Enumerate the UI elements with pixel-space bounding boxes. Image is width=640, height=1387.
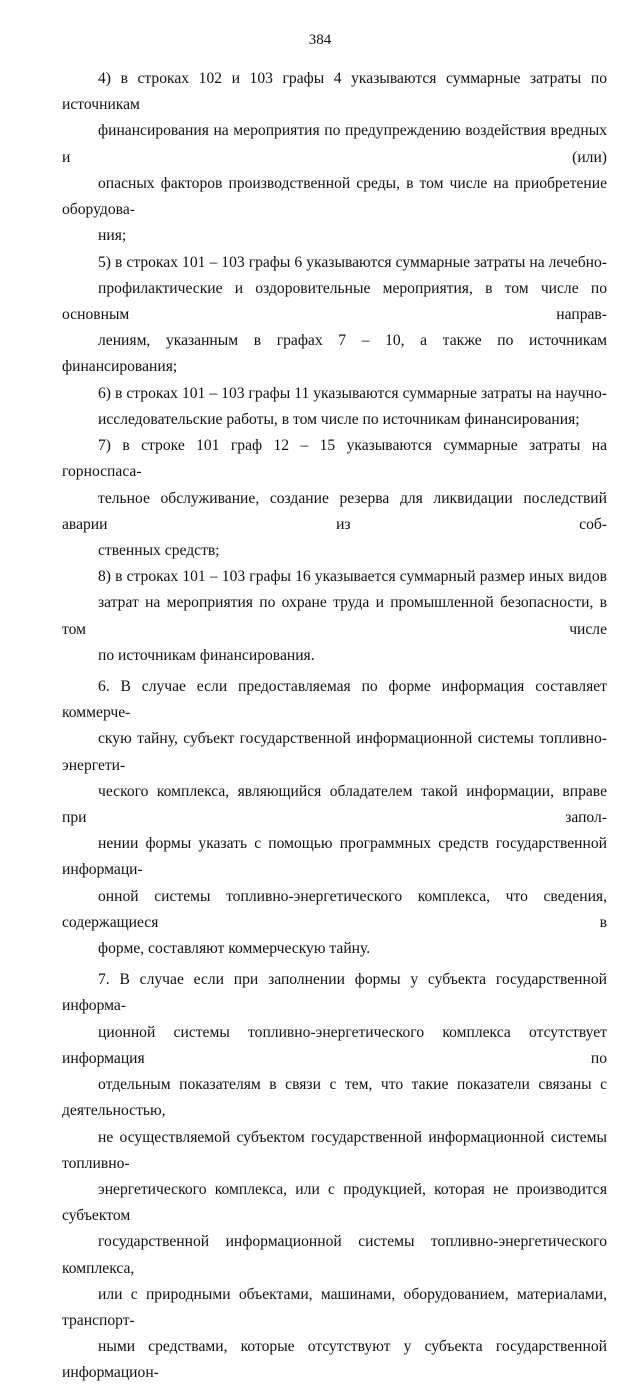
- text-line: нении формы указать с помощью программных средств государственной информаци-: [62, 835, 607, 879]
- text-line: ческого комплекса, являющийся обладателем такой информации, вправе при запол-: [62, 782, 607, 827]
- paragraph-item-7: [62, 433, 607, 564]
- text-line: затрат на мероприятия по охране труда и промышленной безопасности, в том числе: [62, 594, 607, 638]
- text-line: по источникам финансирования.: [98, 646, 315, 664]
- text-line: онной системы топливно-энергетического комплекса, что сведения, содержащиеся в: [62, 887, 607, 931]
- text-line: исследовательские работы, в том числе по источникам финансирования;: [98, 410, 580, 428]
- page-number: 384: [308, 32, 332, 48]
- text-line: или с природными объектами, машинами, оборудованием, материалами, транспорт-: [62, 1285, 607, 1329]
- paragraph-item-5: [62, 250, 607, 381]
- text-line: 6) в строках 101 – 103 графы 11 указываются суммарные затраты на научно-: [98, 384, 607, 402]
- paragraph-clause-6: [62, 674, 607, 962]
- text-line: ционной системы топливно-энергетического комплекса отсутствует информация по: [62, 1023, 607, 1067]
- text-line: финансирования на мероприятия по предупреждению воздействия вредных и (или): [62, 122, 607, 166]
- text-line: 8) в строках 101 – 103 графы 16 указывается суммарный размер иных видов: [98, 568, 607, 586]
- text-line: 7. В случае если при заполнении формы у субъекта государственной информа-: [62, 971, 607, 1015]
- text-line: 6. В случае если предоставляемая по форме информация составляет коммерче-: [62, 678, 607, 722]
- text-line: тельное обслуживание, создание резерва для ликвидации последствий аварии из соб-: [62, 489, 607, 533]
- text-line: лениям, указанным в графах 7 – 10, а также по источникам финансирования;: [62, 332, 607, 376]
- text-line: профилактические и оздоровительные мероприятия, в том числе по основным направ-: [62, 279, 607, 323]
- paragraph-item-4: [62, 66, 607, 249]
- text-line: скую тайну, субъект государственной информационной системы топливно-энергети-: [62, 730, 607, 774]
- paragraph-item-6: [62, 381, 607, 433]
- text-line: ными средствами, которые отсутствуют у субъекта государственной информацион-: [62, 1338, 607, 1382]
- document-body: [62, 66, 607, 1387]
- text-line: 5) в строках 101 – 103 графы 6 указываются суммарные затраты на лечебно-: [98, 253, 607, 271]
- paragraph-item-8: [62, 564, 607, 669]
- text-line: не осуществляемой субъектом государственной информационной системы топливно-: [62, 1128, 607, 1172]
- text-line: форме, составляют коммерческую тайну.: [98, 940, 371, 958]
- text-line: опасных факторов производственной среды, в том числе на приобретение оборудова-: [62, 174, 607, 219]
- text-line: 4) в строках 102 и 103 графы 4 указываются суммарные затраты по источникам: [62, 70, 607, 114]
- text-line: государственной информационной системы топливно-энергетического комплекса,: [62, 1233, 607, 1277]
- paragraph-clause-7: [62, 967, 607, 1386]
- text-line: ственных средств;: [98, 541, 220, 559]
- text-line: энергетического комплекса, или с продукцией, которая не производится субъектом: [62, 1180, 607, 1225]
- text-line: ния;: [98, 227, 127, 245]
- text-line: отдельным показателям в связи с тем, что такие показатели связаны с деятельностью,: [62, 1076, 607, 1120]
- text-line: 7) в строке 101 граф 12 – 15 указываются суммарные затраты на горноспаса-: [62, 437, 607, 481]
